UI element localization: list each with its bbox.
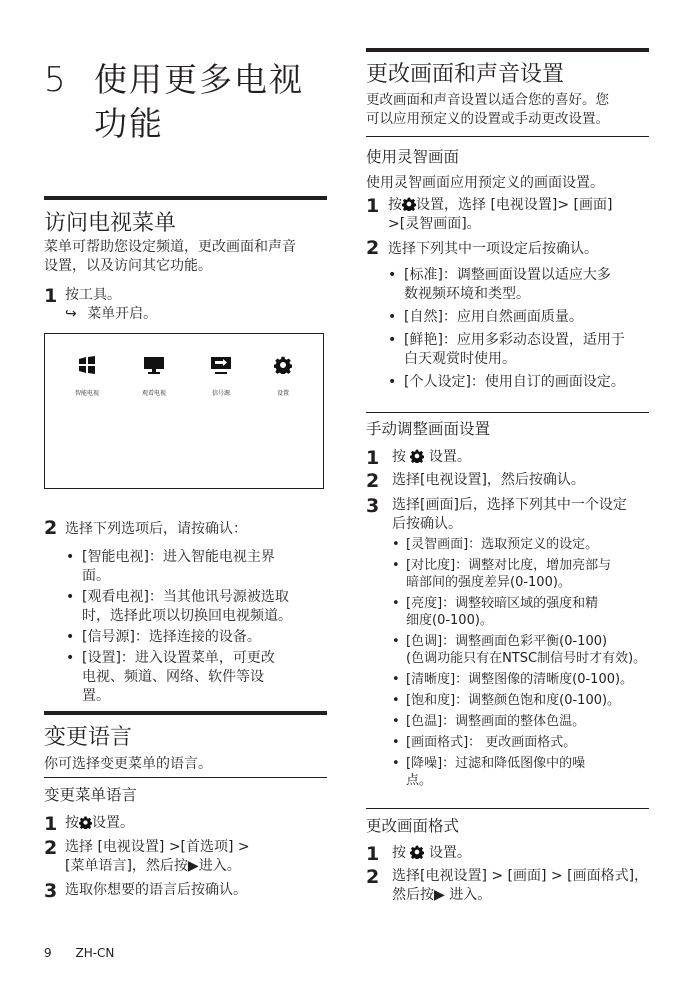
result-arrow-icon: ↪: [65, 306, 77, 322]
section-heading-language: 变更语言: [44, 725, 133, 750]
format-step-1: 1 按 设置。: [366, 843, 471, 865]
smart-picture-intro: 使用灵智画面应用预定义的画面设置。: [366, 175, 604, 191]
subsection-heading-picture-format: 更改画面格式: [366, 817, 460, 835]
list-item: • [降噪]：过滤和降低图像中的噪 点。: [392, 756, 586, 788]
list-item: • [标准]：调整画面设置以适应大多 数视频环境和类型。: [388, 267, 611, 302]
picture-sound-intro: 更改画面和声音设置以适合您的喜好。您 可以应用预定义的设置或手动更改设置。: [366, 92, 609, 127]
language-code: ZH-CN: [75, 946, 115, 960]
chapter-title-line: 功能: [94, 104, 164, 143]
language-steps: [44, 814, 334, 900]
source-icon: [210, 356, 232, 374]
gear-icon: [410, 845, 424, 859]
format-step-2: 2 选择[电视设置] > [画面] > [画面格式]， 然后按▶ 进入。: [366, 866, 649, 903]
chapter-number: 5: [44, 60, 66, 100]
section-rule: [366, 48, 649, 52]
subsection-rule: [366, 412, 649, 413]
gear-icon: [410, 449, 424, 463]
page-footer: [44, 946, 114, 960]
page-number: 9: [44, 946, 52, 960]
section-heading-picture-sound: 更改画面和声音设置: [366, 62, 565, 87]
tv-menu-item: 信号源: [189, 356, 253, 397]
watch-tv-icon: [143, 356, 165, 374]
language-intro: 你可选择变更菜单的语言。: [44, 756, 212, 772]
menu-intro: 菜单可帮助您设定频道，更改画面和声音 设置，以及访问其它功能。: [44, 239, 296, 274]
subsection-rule: [366, 136, 649, 137]
subsection-heading-menu-language: 变更菜单语言: [44, 786, 138, 804]
chapter-title: [94, 58, 304, 146]
tv-menu-item: 观看电视: [122, 356, 186, 397]
menu-step-2: 2 选择下列选项后，请按确认：: [44, 517, 247, 539]
menu-option-list: [66, 548, 328, 706]
smart-step-1: 1 按 设置，选择 [电视设置]> [画面] >[灵智画面]。: [366, 195, 613, 232]
manual-step-1: 1 按 设置。: [366, 447, 471, 469]
chapter-title-line: 使用更多电视: [94, 60, 304, 99]
tv-menu-item: 设置: [251, 356, 315, 397]
subsection-heading-manual: 手动调整画面设置: [366, 420, 491, 438]
smart-picture-options: [388, 266, 678, 392]
list-item: • [设置]：进入设置菜单，可更改 电视、频道、网络、软件等设 置。: [66, 650, 275, 704]
smart-step-2: 2 选择下列其中一项设定后按确认。: [366, 237, 598, 259]
list-item: 2 选择 [电视设置] >[首选项] > [菜单语言]，然后按▶进入。: [44, 837, 250, 874]
list-item: • [亮度]：调整较暗区域的强度和精 细度(0-100)。: [392, 596, 599, 628]
gear-icon: [274, 356, 292, 374]
tv-menu-screenshot: [44, 333, 324, 489]
list-item: • [智能电视]：进入智能电视主界 面。: [66, 549, 275, 584]
manual-step-2: 2 选择[电视设置]，然后按确认。: [366, 470, 585, 492]
subsection-rule: [44, 777, 327, 778]
section-rule: [44, 196, 327, 200]
manual-step-3: 3 选择[画面]后，选择下列其中一个设定 后按确认。: [366, 495, 627, 532]
list-item: • [饱和度]：调整颜色饱和度(0-100)。: [392, 693, 621, 708]
section-rule: [44, 711, 327, 715]
list-item: • [色温]：调整画面的整体色温。: [392, 714, 586, 729]
section-heading-menu: 访问电视菜单: [44, 211, 177, 236]
list-item: • [色调]：调整画面色彩平衡(0-100) (色调功能只有在NTSC制信号时才有效)。: [392, 634, 647, 666]
menu-step-1: 1 按工具。 ↪ 菜单开启。: [44, 285, 158, 322]
list-item: 3 选取你想要的语言后按确认。: [44, 880, 247, 902]
list-item: 1 按 设置。: [44, 813, 134, 835]
list-item: • [个人设定]：使用自订的画面设定。: [388, 374, 625, 390]
list-item: • [清晰度]：调整图像的清晰度(0-100)。: [392, 672, 634, 687]
gear-icon: [79, 816, 92, 829]
list-item: • [信号源]：选择连接的设备。: [66, 629, 261, 645]
list-item: • [自然]：应用自然画面质量。: [388, 309, 583, 325]
subsection-rule: [366, 808, 649, 809]
gear-icon: [402, 197, 416, 211]
list-item: • [灵智画面]：选取预定义的设定。: [392, 537, 599, 552]
list-item: • [观看电视]：当其他讯号源被选取 时，选择此项以切换回电视频道。: [66, 589, 292, 624]
tv-menu-item: 智能电视: [55, 356, 119, 397]
manual-picture-options: [392, 536, 692, 789]
smart-tv-icon: [78, 356, 96, 374]
list-item: • [鲜艳]：应用多彩动态设置，适用于 白天观赏时使用。: [388, 332, 625, 367]
list-item: • [画面格式]： 更改画面格式。: [392, 735, 577, 750]
subsection-heading-smart-picture: 使用灵智画面: [366, 148, 460, 166]
list-item: • [对比度]：调整对比度，增加亮部与 暗部间的强度差异(0-100)。: [392, 558, 612, 590]
